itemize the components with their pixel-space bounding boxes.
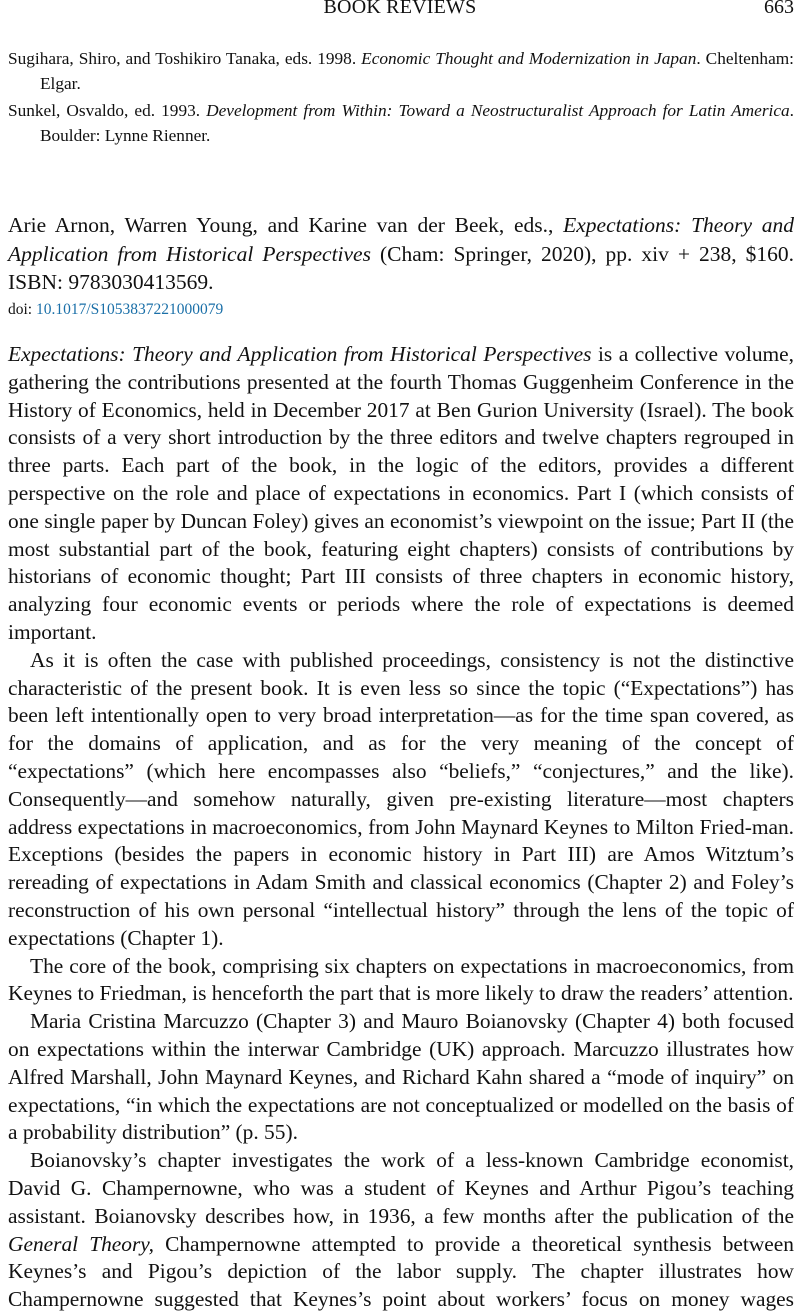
book-title-inline: Expectations: Theory and Application from Historical Perspectives xyxy=(8,342,592,366)
reference-title: Development from Within: Toward a Neostructuralist Approach for Latin America xyxy=(206,101,790,120)
doi-link[interactable]: 10.1017/S1053837221000079 xyxy=(36,301,224,318)
doi-line xyxy=(8,299,223,321)
paragraph: Boianovsky’s chapter investigates the work of a less-known Cambridge economist, David G. Champernowne, who was a student of Keynes and Arthur Pigou’s teaching assistant. Boianovsky describes how, in 1936, a few months after the publication of the General Theory, Champernowne attempted to provide a theoretical synthesis between Keynes’s and Pigou’s depiction of the labor supply. The chapter illustrates how Champernowne suggested that Keynes’s point about workers’ focus on money wages xyxy=(8,1148,794,1312)
book-title-inline: General Theory, xyxy=(8,1231,154,1256)
paragraph: Maria Cristina Marcuzzo (Chapter 3) and Mauro Boianovsky (Chapter 4) both focused on expectations within the interwar Cambridge (UK) approach. Marcuzzo illustrates how Alfred Marshall, John Maynard Keynes, and Richard Kahn shared a “mode of inquiry” on expectations, “in which the expectations are not conceptualized or modelled on the basis of a probability distribution” (p. 55). xyxy=(8,1009,794,1145)
paragraph: As it is often the case with published proceedings, consistency is not the distinctive characteristic of the present book. It is even less so since the topic (“Expectations”) has been left intentionally open to very broad interpretation—as for the time span covered, as for the domains of application, and as for the very meaning of the concept of “expectations” (which here encompasses also “beliefs,” “conjectures,” and the like). Consequently—and somehow naturally, given pre-existing literature—most chapters address expectations in macroeconomics, from John Maynard Keynes to Milton Fried-man. Exceptions (besides the papers in economic history in Part III) are Amos Witztum’s rereading of expectations in Adam Smith and classical economics (Chapter 2) and Foley’s reconstruction of his own personal “intellectual history” through the lens of the topic of expectations (Chapter 1). xyxy=(8,647,794,950)
paragraph: The core of the book, comprising six chapters on expectations in macroeconomics, from Keynes to Friedman, is henceforth the part that is more likely to draw the readers’ attention. xyxy=(8,953,794,1006)
running-header xyxy=(0,0,800,20)
review-body xyxy=(8,341,794,1314)
reference-title: Economic Thought and Modernization in Japan xyxy=(361,49,697,68)
review-book-title: Expectations: Theory and Application from Historical Perspectives xyxy=(8,213,794,266)
page-number: 663 xyxy=(764,0,794,18)
reference-list xyxy=(8,46,794,148)
reference-entry: Sugihara, Shiro, and Toshikiro Tanaka, eds. 1998. Economic Thought and Modernization in Japan. Cheltenham: Elgar. xyxy=(8,49,794,93)
running-title: BOOK REVIEWS xyxy=(323,0,477,18)
review-citation xyxy=(8,211,794,297)
reference-entry: Sunkel, Osvaldo, ed. 1993. Development from Within: Toward a Neostructuralist Approach for Latin America. Boulder: Lynne Rienner. xyxy=(8,101,794,145)
review-authors: Arie Arnon, Warren Young, and Karine van der Beek, eds., xyxy=(8,213,564,237)
paragraph: Expectations: Theory and Application from Historical Perspectives is a collective volume, gathering the contributions presented at the fourth Thomas Guggenheim Conference in the History of Economics, held in December 2017 at Ben Gurion University (Israel). The book consists of a very short introduction by the three editors and twelve chapters regrouped in three parts. Each part of the book, in the logic of the editors, provides a different perspective on the role and place of expectations in economics. Part I (which consists of one single paper by Duncan Foley) gives an economist’s viewpoint on the issue; Part II (the most substantial part of the book, featuring eight chapters) consists of contributions by historians of economic thought; Part III consists of three chapters in economic history, analyzing four economic events or periods where the role of expectations is deemed important. xyxy=(8,342,794,644)
doi-label: doi: xyxy=(8,301,36,318)
review-publication: (Cham: Springer, 2020), pp. xiv + 238, $160. ISBN: 9783030413569. xyxy=(8,241,794,294)
